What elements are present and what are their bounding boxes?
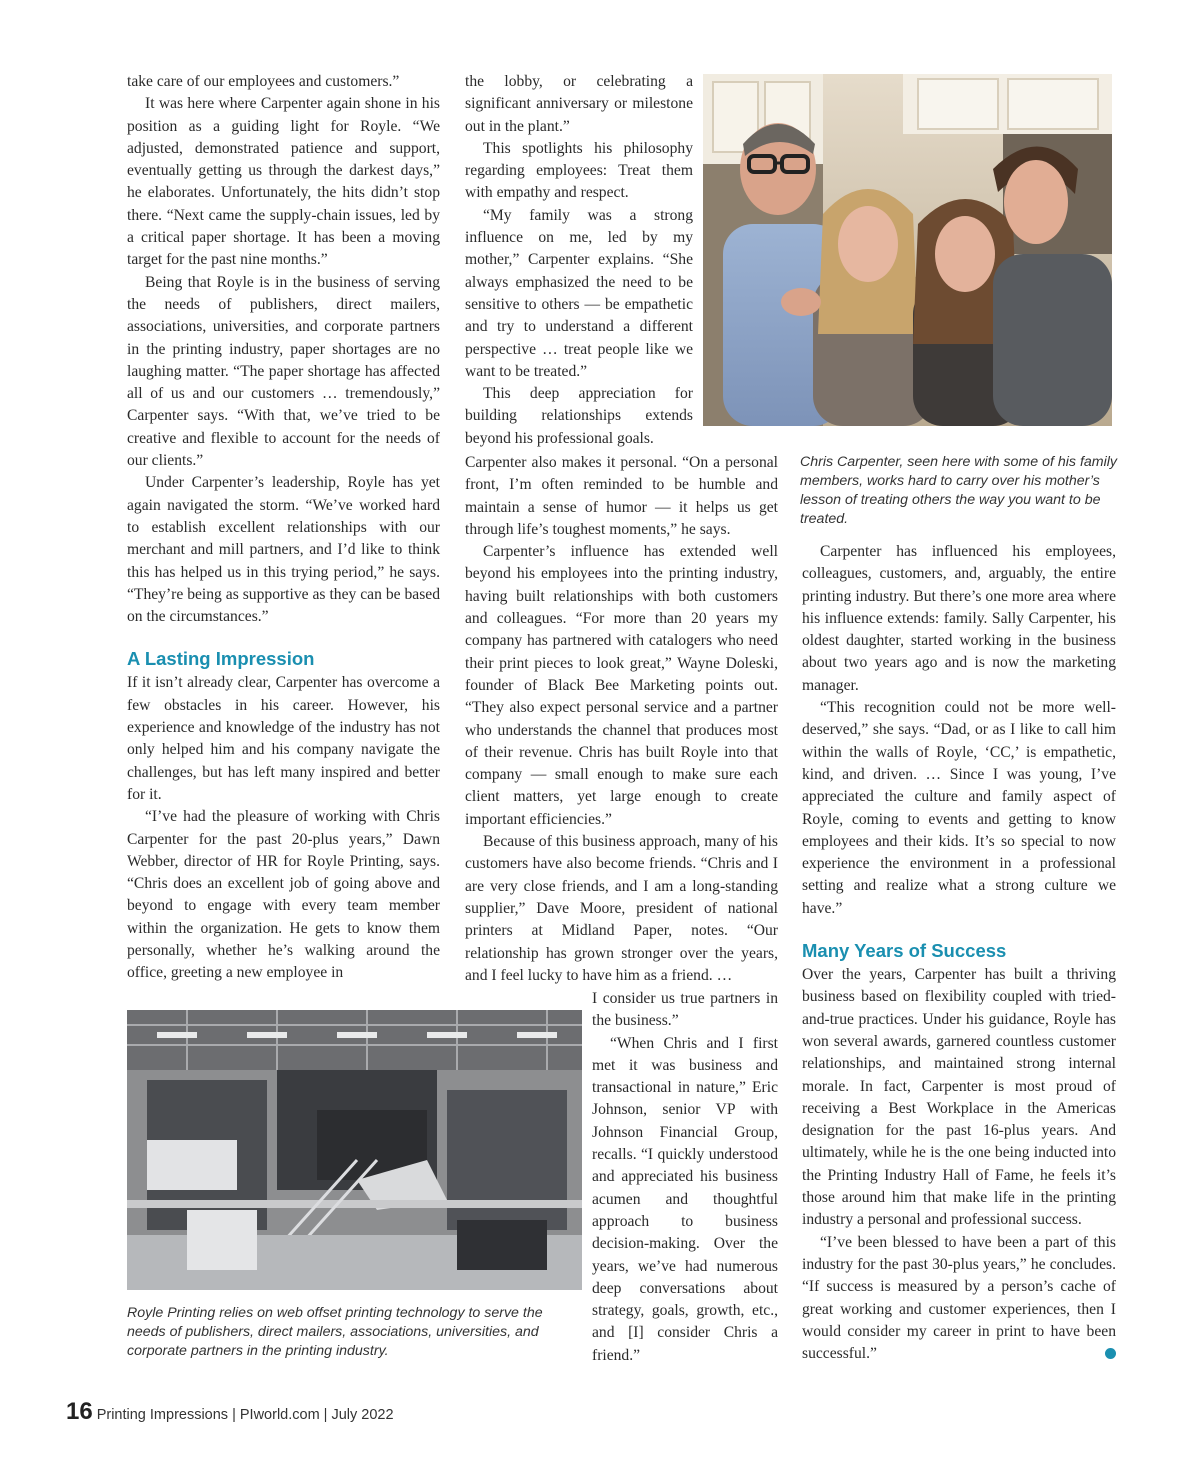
paragraph: Over the years, Carpenter has built a thriving business based on flexibility coupled with tried-and-true practices. Under his guidance, Royle has won several awards, garnered countless customer relationships, and maintained strong internal morale. In fact, Carpenter is most proud of receiving a Best Workplace in the Americas designation for the past 16-plus years. And ultimately, while he is the one being inducted into the Printing Industry Hall of Fame, he feels it’s those around him that make life in the printing industry a personal and professional success. <box>802 966 1116 1229</box>
family-photo-illustration <box>703 74 1112 426</box>
article-column-3 <box>802 541 1116 1365</box>
paragraph: Carpenter’s influence has extended well beyond his employees into the printing industry, having built relationships with both customers and colleagues. “For more than 20 years my company has partnered with catalogers who need their print pieces to look great,” Wayne Doleski, founder of Black Bee Marketing points out. “They also expect personal service and a partner who understands the channel that produces most of their revenue. Chris has built Royle into that company — small enough to make sure each client matters, yet large enough to create important efficiencies.” <box>465 543 778 828</box>
article-column-2-upper <box>465 71 693 450</box>
press-photo <box>127 1010 582 1290</box>
paragraph: Being that Royle is in the business of serving the needs of publishers, direct mailers, associations, universities, and corporate partners in the printing industry, paper shortages are no laughing matter. “The paper shortage has affected all of us and our customers … tremendously,” Carpenter says. “With that, we’ve tried to be creative and flexible to account for the needs of our clients.” <box>127 273 440 470</box>
page-number: 16 <box>66 1398 93 1425</box>
paragraph: This spotlights his philosophy regarding employees: Treat them with empathy and respect. <box>465 139 693 202</box>
paragraph: I consider us true partners in the business.” <box>592 990 778 1030</box>
paragraph: “My family was a strong influence on me, led by my mother,” Carpenter explains. “She always emphasized the need to be sensitive to others — be empathetic and try to understand a different perspective … treat people like we want to be treated.” <box>465 206 693 380</box>
paragraph: Carpenter also makes it personal. “On a personal front, I’m often reminded to be humble and maintain a sense of humor — it helps us get through life’s toughest moments,” he says. <box>465 454 778 538</box>
paragraph: the lobby, or celebrating a significant anniversary or milestone out in the plant.” <box>465 73 693 135</box>
footer-publication: Printing Impressions | PIworld.com | July 2022 <box>96 1407 394 1423</box>
paragraph: “I’ve had the pleasure of working with Chris Carpenter for the past 20-plus years,” Dawn Webber, director of HR for Royle Printing, says. “Chris does an excellent job of going above and beyond to engage with every team member within the organization. He gets to know them personally, whether he’s walking around the office, greeting a new employee in <box>127 808 440 982</box>
paragraph: take care of our employees and customers.” <box>127 73 400 90</box>
paragraph <box>802 1232 1116 1366</box>
paragraph: If it isn’t already clear, Carpenter has overcome a few obstacles in his career. However, his experience and knowledge of the industry has not only helped him and his company navigate the challenges, but has left many inspired and better for it. <box>127 674 440 803</box>
page-footer <box>66 1398 394 1438</box>
paragraph: “When Chris and I first met it was business and transactional in nature,” Eric Johnson, senior VP with Johnson Financial Group, recalls. “I quickly understood and appreciated his business acumen and thoughtful approach to business decision-making. Over the years, we’ve had numerous deep conversations about strategy, goals, growth, etc., and [I] consider Chris a friend.” <box>592 1034 778 1364</box>
press-photo-caption: Royle Printing relies on web offset printing technology to serve the needs of publishers, direct mailers, associations, universities, and corporate partners in the printing industry. <box>127 1305 543 1359</box>
section-heading-lasting-impression: A Lasting Impression <box>127 648 315 670</box>
family-photo-caption: Chris Carpenter, seen here with some of his family members, works hard to carry over his mother’s lesson of treating others the way you want to be treated. <box>800 454 1117 527</box>
section-heading-many-years: Many Years of Success <box>802 940 1007 962</box>
article-column-1 <box>127 71 440 985</box>
article-column-2-middle <box>465 452 778 987</box>
press-photo-illustration <box>127 1010 582 1290</box>
paragraph: Under Carpenter’s leadership, Royle has yet again navigated the storm. “We’ve worked hard to establish excellent relationships with our merchant and mill partners, and I’d like to think this has helped us in this trying period,” he says. “They’re being as supportive as they can be based on the circumstances.” <box>127 474 440 626</box>
paragraph-text: “I’ve been blessed to have been a part of this industry for the past 30-plus years,” he concludes. “If success is measured by a person’s cache of great working and customer experiences, then I would consider my career in print to have been successful.” <box>802 1233 1116 1363</box>
paragraph: It was here where Carpenter again shone in his position as a guiding light for Royle. “We adjusted, demonstrated patience and support, eventually getting us through the darkest days,” he elaborates. Unfortunately, the hits didn’t stop there. “Next came the supply-chain issues, led by a critical paper shortage. It has been a moving target for the past nine months.” <box>127 95 440 269</box>
end-mark-icon <box>1105 1348 1116 1359</box>
paragraph: Carpenter has influenced his employees, colleagues, customers, and, arguably, the entire printing industry. But there’s one more area where his influence extends: family. Sally Carpenter, his oldest daughter, started working in the business about two years ago and is now the marketing manager. <box>802 543 1116 694</box>
paragraph: Because of this business approach, many of his customers have also become friends. “Chris and I are very close friends, and I am a long-standing supplier,” Dave Moore, president of national printers at Midland Paper, notes. “Our relationship has grown stronger over the years, and I feel lucky to have him as a friend. … <box>465 833 778 984</box>
paragraph: This deep appreciation for building relationships extends beyond his professional goals. <box>465 385 693 447</box>
paragraph: “This recognition could not be more well-deserved,” she says. “Dad, or as I like to call him within the walls of Royle, ‘CC,’ is empathetic, kind, and driven. … Since I was young, I’ve appreciated the culture and family aspect of Royle, coming to events and getting to know employees and their kids. It’s so special to now experience the environment in a professional setting and realize what a strong culture we have.” <box>802 699 1116 917</box>
article-column-2-lower <box>592 988 778 1367</box>
family-photo <box>703 74 1112 426</box>
